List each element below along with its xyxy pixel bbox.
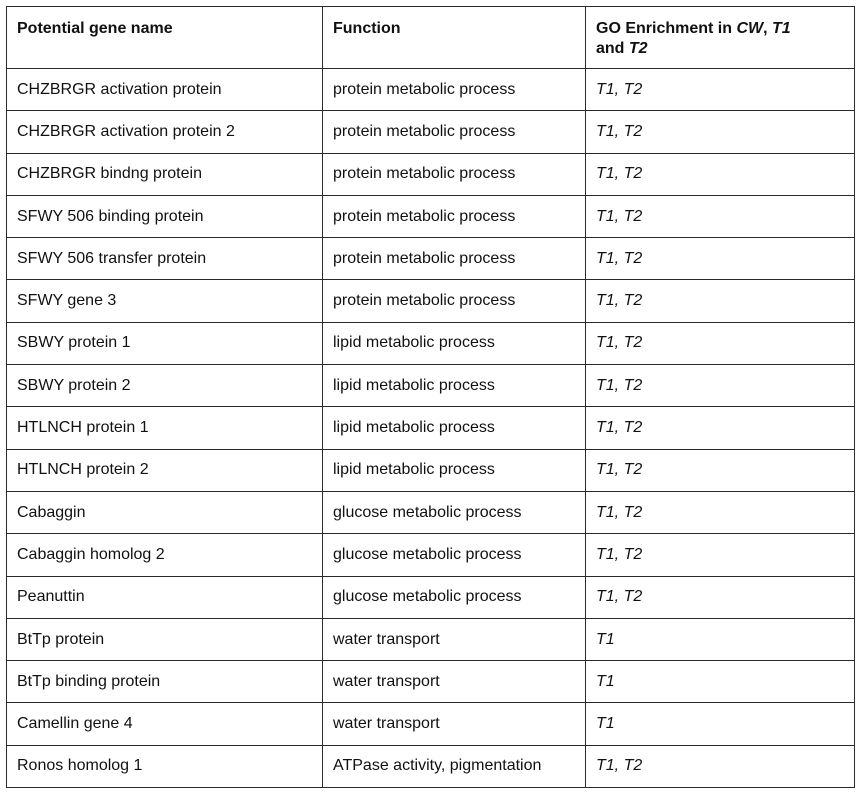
function-cell: protein metabolic process [323,195,586,237]
table-row [7,407,855,449]
function-cell: protein metabolic process [323,238,586,280]
table-row [7,111,855,153]
gene-name-cell: CHZBRGR activation protein 2 [7,111,323,153]
table-row [7,534,855,576]
gene-name-cell: HTLNCH protein 2 [7,449,323,491]
table-row [7,745,855,787]
table-row [7,69,855,111]
gene-name-cell: Cabaggin [7,491,323,533]
table-row [7,280,855,322]
table-row [7,365,855,407]
go-enrichment-cell: T1, T2 [586,534,855,576]
table-body [7,69,855,788]
header-function: Function [323,7,586,69]
table-row [7,618,855,660]
gene-name-cell: SFWY 506 binding protein [7,195,323,237]
function-cell: lipid metabolic process [323,449,586,491]
function-cell: water transport [323,661,586,703]
function-cell: protein metabolic process [323,69,586,111]
header-gene-name: Potential gene name [7,7,323,69]
gene-name-cell: Cabaggin homolog 2 [7,534,323,576]
table-row [7,322,855,364]
function-cell: lipid metabolic process [323,407,586,449]
go-enrichment-cell: T1, T2 [586,280,855,322]
table-row [7,449,855,491]
header-go-enrichment [586,7,855,69]
function-cell: water transport [323,618,586,660]
header-go-t1: T1 [772,20,791,37]
go-enrichment-cell: T1, T2 [586,365,855,407]
header-go-prefix: GO Enrichment in [596,20,737,37]
gene-name-cell: BtTp binding protein [7,661,323,703]
gene-name-cell: SBWY protein 2 [7,365,323,407]
go-enrichment-cell: T1, T2 [586,576,855,618]
function-cell: lipid metabolic process [323,365,586,407]
gene-name-cell: SFWY 506 transfer protein [7,238,323,280]
go-enrichment-cell: T1 [586,618,855,660]
gene-name-cell: Camellin gene 4 [7,703,323,745]
go-enrichment-cell: T1, T2 [586,238,855,280]
table-row [7,703,855,745]
go-enrichment-cell: T1, T2 [586,322,855,364]
function-cell: glucose metabolic process [323,576,586,618]
go-enrichment-cell: T1, T2 [586,407,855,449]
table-row [7,238,855,280]
go-enrichment-cell: T1 [586,661,855,703]
go-enrichment-cell: T1, T2 [586,745,855,787]
go-enrichment-cell: T1, T2 [586,195,855,237]
table-row [7,661,855,703]
go-enrichment-cell: T1, T2 [586,111,855,153]
function-cell: protein metabolic process [323,280,586,322]
gene-name-cell: Ronos homolog 1 [7,745,323,787]
gene-table [6,6,855,788]
go-enrichment-cell: T1 [586,703,855,745]
header-go-t2: T2 [628,40,648,57]
table-row [7,576,855,618]
gene-name-cell: CHZBRGR bindng protein [7,153,323,195]
function-cell: ATPase activity, pigmentation [323,745,586,787]
table-row [7,491,855,533]
header-go-and: and [596,40,629,57]
go-enrichment-cell: T1, T2 [586,153,855,195]
header-go-comma: , [763,20,773,37]
header-row [7,7,855,69]
gene-name-cell: SFWY gene 3 [7,280,323,322]
go-enrichment-cell: T1, T2 [586,449,855,491]
function-cell: glucose metabolic process [323,534,586,576]
go-enrichment-cell: T1, T2 [586,491,855,533]
gene-name-cell: BtTp protein [7,618,323,660]
function-cell: glucose metabolic process [323,491,586,533]
table-row [7,195,855,237]
gene-name-cell: CHZBRGR activation protein [7,69,323,111]
function-cell: protein metabolic process [323,153,586,195]
table-row [7,153,855,195]
gene-name-cell: Peanuttin [7,576,323,618]
gene-name-cell: SBWY protein 1 [7,322,323,364]
function-cell: lipid metabolic process [323,322,586,364]
go-enrichment-cell: T1, T2 [586,69,855,111]
gene-name-cell: HTLNCH protein 1 [7,407,323,449]
function-cell: protein metabolic process [323,111,586,153]
function-cell: water transport [323,703,586,745]
header-go-cw: CW [736,20,764,37]
